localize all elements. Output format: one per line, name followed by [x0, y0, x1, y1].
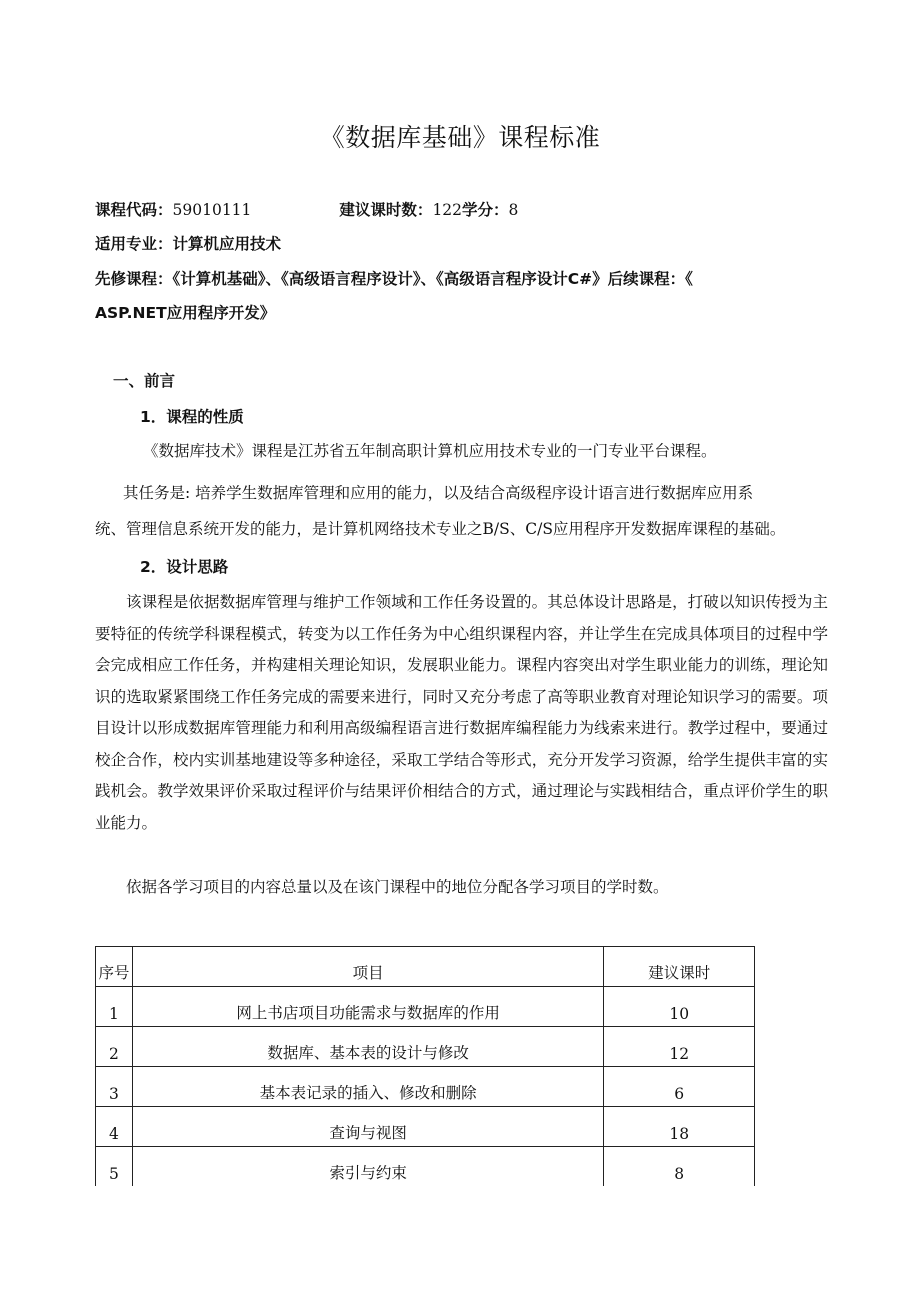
course-code-value: 59010111 — [172, 201, 252, 219]
paragraph-nature-1: 《数据库技术》课程是江苏省五年制高职计算机应用技术专业的一门专业平台课程。 — [143, 442, 717, 460]
course-code-line — [95, 198, 518, 220]
subsection-heading-design: 2．设计思路 — [140, 558, 229, 576]
row-hours: 10 — [604, 987, 755, 1027]
prerequisite-line-2: ASP.NET应用程序开发》 — [95, 304, 276, 322]
table-row — [96, 1107, 755, 1147]
row-project: 数据库、基本表的设计与修改 — [132, 1027, 604, 1067]
row-project: 基本表记录的插入、修改和删除 — [132, 1067, 604, 1107]
paragraph-design-2: 依据各学习项目的内容总量以及在该门课程中的地位分配各学习项目的学时数。 — [126, 878, 669, 896]
prerequisite-line-1: 先修课程：《计算机基础》、《高级语言程序设计》、《高级语言程序设计C#》后续课程：《 — [95, 270, 693, 288]
row-hours: 18 — [604, 1107, 755, 1147]
row-hours: 8 — [604, 1147, 755, 1187]
row-project: 网上书店项目功能需求与数据库的作用 — [132, 987, 604, 1027]
section-heading-preface: 一、前言 — [113, 372, 176, 390]
paragraph-design-1: 该课程是依据数据库管理与维护工作领域和工作任务设置的。其总体设计思路是，打破以知识传授为主要特征的传统学科课程模式，转变为以工作任务为中心组织课程内容，并让学生在完成具体项目的过程中学会完成相应工作任务，并构建相关理论知识，发展职业能力。课程内容突出对学生职业能力的训练，理论知识的选取紧紧围绕工作任务完成的需要来进行，同时又充分考虑了高等职业教育对理论知识学习的需要。项目设计以形成数据库管理能力和利用高级编程语言进行数据库编程能力为线索来进行。教学过程中，要通过校企合作，校内实训基地建设等多种途径，采取工学结合等形式，充分开发学习资源，给学生提供丰富的实践机会。教学效果评价采取过程评价与结果评价相结合的方式，通过理论与实践相结合，重点评价学生的职业能力。 — [95, 593, 828, 832]
row-index: 2 — [96, 1027, 133, 1067]
row-project: 索引与约束 — [132, 1147, 604, 1187]
paragraph-nature-2-line2: 统、管理信息系统开发的能力，是计算机网络技术专业之B/S、C/S应用程序开发数据库课程的基础。 — [95, 520, 786, 538]
row-index: 3 — [96, 1067, 133, 1107]
hours-value: 122 — [432, 201, 463, 219]
document-title: 《数据库基础》课程标准 — [319, 123, 601, 152]
major-value: 计算机应用技术 — [172, 235, 282, 253]
row-hours: 6 — [604, 1067, 755, 1107]
paragraph-nature-2-line1: 其任务是: 培养学生数据库管理和应用的能力，以及结合高级程序设计语言进行数据库应用系 — [123, 484, 754, 502]
table-row — [96, 1147, 755, 1187]
subsection-heading-nature: 1．课程的性质 — [140, 408, 244, 426]
hours-table — [95, 946, 755, 1186]
credits-value: 8 — [508, 201, 519, 219]
row-project: 查询与视图 — [132, 1107, 604, 1147]
course-code-label: 课程代码： — [95, 201, 173, 219]
header-project: 项目 — [132, 947, 604, 987]
row-index: 5 — [96, 1147, 133, 1187]
hours-label: 建议课时数： — [339, 201, 433, 219]
credits-label: 学分： — [462, 201, 509, 219]
row-hours: 12 — [604, 1027, 755, 1067]
major-line — [95, 232, 281, 254]
table-row — [96, 1067, 755, 1107]
header-index: 序号 — [96, 947, 133, 987]
major-label: 适用专业： — [95, 235, 173, 253]
header-hours: 建议课时 — [604, 947, 755, 987]
row-index: 1 — [96, 987, 133, 1027]
row-index: 4 — [96, 1107, 133, 1147]
table-row — [96, 1027, 755, 1067]
table-row — [96, 987, 755, 1027]
table-header-row — [96, 947, 755, 987]
